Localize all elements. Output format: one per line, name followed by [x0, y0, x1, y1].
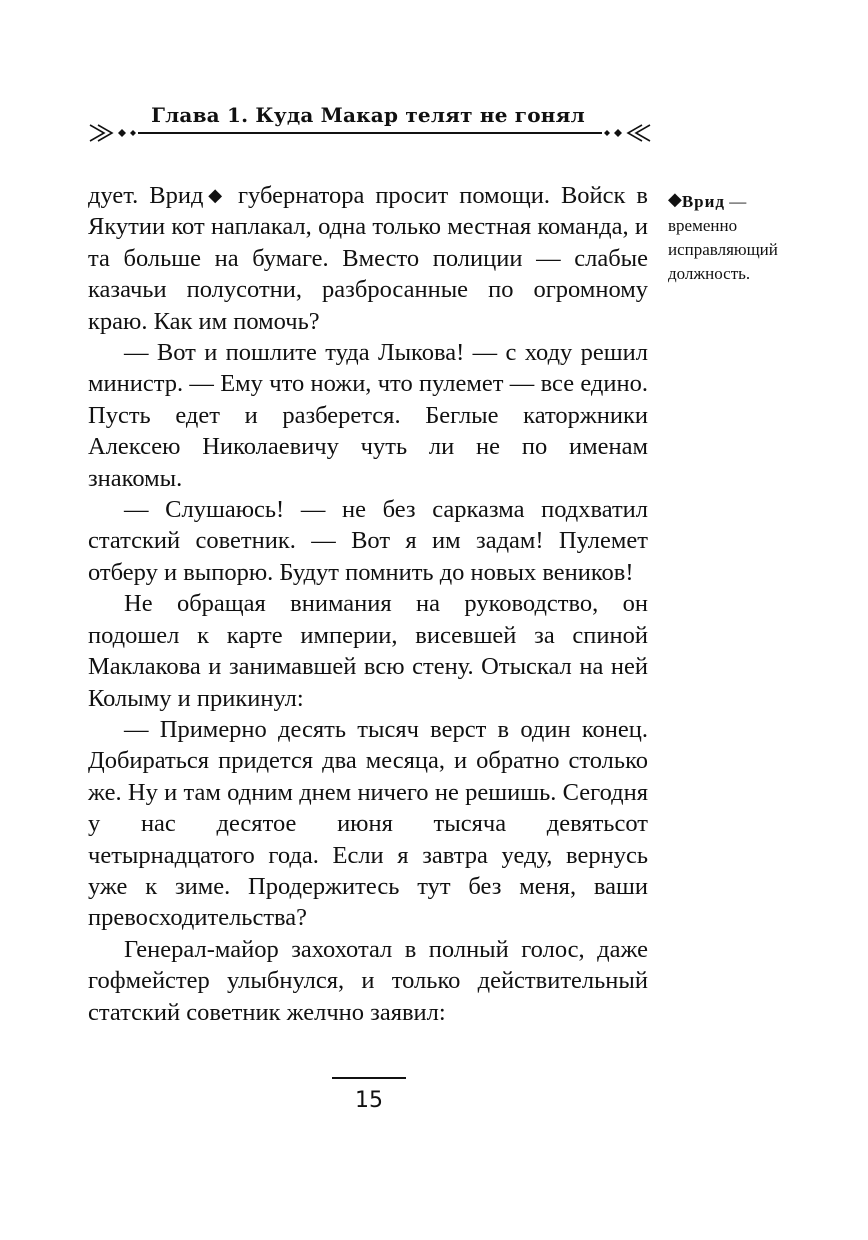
running-head: Глава 1. Куда Макар телят не гонял [151, 103, 585, 127]
margin-note-term: Врид [681, 192, 726, 211]
paragraph-1-start: дует. Врид [88, 182, 204, 209]
paragraph-1-rest: губернатора просит помощи. Войск в Якутии кот наплакал, одна только местная команда, и та больше на бумаге. Вместо полиции — слабые казачьи полусотни, разбросанные по огромному краю. Как им помочь? [88, 182, 648, 335]
paragraph-3: — Слушаюсь! — не без сарказма подхватил статский советник. — Вот я им задам! Пулемет отберу и выпорю. Будут помнить до новых веников! [88, 496, 648, 586]
footnote-marker-diamond-icon: ◆ [203, 185, 227, 205]
paragraph-2: — Вот и пошлите туда Лыкова! — с ходу решил министр. — Ему что ножи, что пулемет — все едино. Пусть едет и разберется. Беглые каторжники Алексею Николаевичу чуть ли не по именам знакомы. [88, 339, 648, 492]
paragraph-6: Генерал-майор захохотал в полный голос, даже гофмейстер улыбнулся, и только действительный статский советник желчно заявил: [88, 935, 648, 1026]
ornamental-rule [88, 119, 652, 147]
main-text [88, 180, 648, 1028]
margin-note-diamond-icon: ◆ [668, 189, 682, 209]
folio-rule [332, 1077, 406, 1079]
page-number: 15 [355, 1088, 383, 1113]
paragraph-1 [88, 180, 648, 337]
margin-note-definition: — временно исправляющий должность. [668, 192, 778, 283]
paragraph-5: — Примерно десять тысяч верст в один конец. Добираться придется два месяца, и обратно столько же. Ну и там одним днем ничего не решишь. Сегодня у нас десятое июня тысяча девятьсот четырнадцатого года. Если я завтра уеду, вернусь уже к зиме. Продержитесь тут без меня, ваши превосходительства? [88, 715, 648, 932]
margin-note [668, 187, 798, 286]
paragraph-4: Не обращая внимания на руководство, он подошел к карте империи, висевшей за спиной Маклакова и занимавшей всю стену. Отыскал на ней Колыму и прикинул: [88, 590, 648, 712]
